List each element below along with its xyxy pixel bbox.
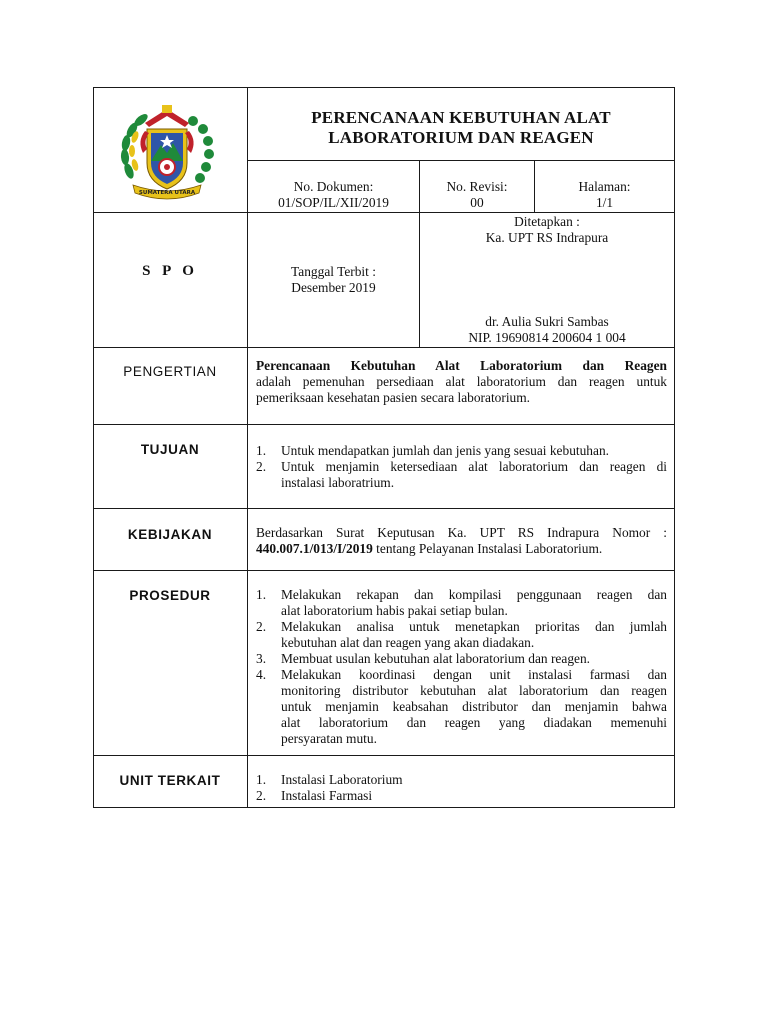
halaman-value: 1/1 — [595, 195, 614, 210]
kebijakan-label: KEBIJAKAN — [127, 527, 213, 542]
prosedur-item-line: Melakukan koordinasi dengan unit instalasi farmasi dan — [281, 667, 667, 682]
prosedur-list — [256, 587, 667, 747]
tanggal-terbit-value: Desember 2019 — [291, 280, 376, 295]
prosedur-item-number: 4. — [256, 667, 267, 682]
title-line-1: PERENCANAAN KEBUTUHAN ALAT — [311, 108, 611, 127]
no-dokumen-label: No. Dokumen: — [293, 179, 374, 194]
no-revisi-label: No. Revisi: — [446, 179, 508, 194]
no-revisi-value: 00 — [470, 195, 484, 210]
prosedur-item-line: Membuat usulan kebutuhan alat laboratorium dan reagen. — [281, 651, 590, 666]
signer-nip: NIP. 19690814 200604 1 004 — [468, 330, 626, 345]
signer-cell — [420, 314, 674, 346]
no-dokumen-cell — [248, 179, 419, 211]
header-title-divider — [247, 160, 675, 161]
tujuan-item-number: 1. — [256, 443, 267, 458]
no-revisi-cell — [420, 179, 534, 211]
spo-label: S P O — [142, 263, 198, 279]
title-line-2: LABORATORIUM DAN REAGEN — [328, 128, 594, 147]
sop-document — [93, 87, 675, 808]
prosedur-item-line: persyaratan mutu. — [281, 731, 377, 746]
unit-terkait-item-text: Instalasi Farmasi — [281, 788, 373, 803]
prosedur-item-line: Melakukan rekapan dan kompilasi penggunaan reagen dan — [281, 587, 667, 602]
pengertian-label: PENGERTIAN — [123, 364, 217, 379]
prosedur-item-line: monitoring distributor kebutuhan alat laboratorium dan reagen — [281, 683, 667, 698]
ditetapkan-cell — [420, 214, 674, 246]
kebijakan-text — [256, 525, 667, 557]
prosedur-item — [256, 651, 667, 667]
tujuan-item-line: instalasi laboratrium. — [281, 475, 395, 490]
tujuan-item-line: Untuk menjamin ketersediaan alat laboratorium dan reagen di — [281, 459, 667, 474]
prosedur-item-line: Melakukan analisa untuk menetapkan prioritas dan jumlah — [281, 619, 667, 634]
pengertian-text — [256, 358, 667, 406]
halaman-label: Halaman: — [578, 179, 631, 194]
prosedur-item-line: untuk menjamin keabsahan distributor dan menjamin bahwa — [281, 699, 667, 714]
tujuan-label: TUJUAN — [140, 442, 200, 457]
kebijakan-line-2 — [256, 541, 667, 557]
tujuan-item-line: Untuk mendapatkan jumlah dan jenis yang sesuai kebutuhan. — [281, 443, 609, 458]
border-right — [674, 87, 675, 808]
tujuan-list — [256, 443, 667, 491]
section-divider-4 — [93, 570, 675, 571]
prosedur-item — [256, 587, 667, 619]
ditetapkan-label: Ditetapkan : — [514, 214, 580, 229]
prosedur-item-number: 2. — [256, 619, 267, 634]
tanggal-terbit-label: Tanggal Terbit : — [291, 264, 376, 279]
prosedur-item-number: 1. — [256, 587, 267, 602]
header-info-divider — [93, 212, 675, 213]
signer-name: dr. Aulia Sukri Sambas — [485, 314, 609, 329]
ditetapkan-by: Ka. UPT RS Indrapura — [485, 230, 609, 245]
prosedur-item-line: kebutuhan alat dan reagen yang akan diadakan. — [281, 635, 535, 650]
tujuan-item-number: 2. — [256, 459, 267, 474]
no-dokumen-value: 01/SOP/IL/XII/2019 — [278, 195, 389, 210]
section-divider-5 — [93, 755, 675, 756]
unit-terkait-label: UNIT TERKAIT — [119, 773, 221, 788]
border-bottom — [93, 807, 675, 808]
logo-banner-text: SUMATERA UTARA — [138, 190, 196, 196]
section-divider-3 — [93, 508, 675, 509]
pengertian-line-3: pemeriksaan kesehatan pasien secara laboratorium. — [256, 390, 531, 405]
section-divider-2 — [93, 424, 675, 425]
halaman-cell — [535, 179, 674, 211]
tujuan-item — [256, 459, 667, 491]
prosedur-item — [256, 667, 667, 747]
unit-terkait-item-number: 1. — [256, 772, 267, 787]
tanggal-terbit-cell — [248, 264, 419, 296]
kebijakan-line-1: Berdasarkan Surat Keputusan Ka. UPT RS Indrapura Nomor : — [256, 525, 667, 540]
kebijakan-line-2-rest: tentang Pelayanan Instalasi Laboratorium. — [372, 541, 603, 556]
unit-terkait-item — [256, 788, 667, 804]
unit-terkait-item — [256, 772, 667, 788]
unit-terkait-list — [256, 772, 667, 804]
document-title — [248, 108, 674, 148]
prosedur-item — [256, 619, 667, 651]
prosedur-item-line: alat laboratorium dan reagen yang diadakan memenuhi — [281, 715, 667, 730]
pengertian-line-2: adalah pemenuhan persediaan alat laboratorium dan reagen untuk — [256, 374, 667, 389]
unit-terkait-item-text: Instalasi Laboratorium — [281, 772, 403, 787]
unit-terkait-item-number: 2. — [256, 788, 267, 803]
prosedur-item-line: alat laboratorium habis pakai setiap bulan. — [281, 603, 508, 618]
prosedur-label: PROSEDUR — [129, 588, 211, 603]
tujuan-item — [256, 443, 667, 459]
coat-of-arms-logo — [115, 101, 219, 205]
border-top — [93, 87, 675, 88]
section-divider-1 — [93, 347, 675, 348]
pengertian-bold-lead: Perencanaan Kebutuhan Alat Laboratorium dan Reagen — [256, 358, 667, 373]
prosedur-item-number: 3. — [256, 651, 267, 666]
kebijakan-decree-number: 440.007.1/013/I/2019 — [256, 541, 373, 556]
